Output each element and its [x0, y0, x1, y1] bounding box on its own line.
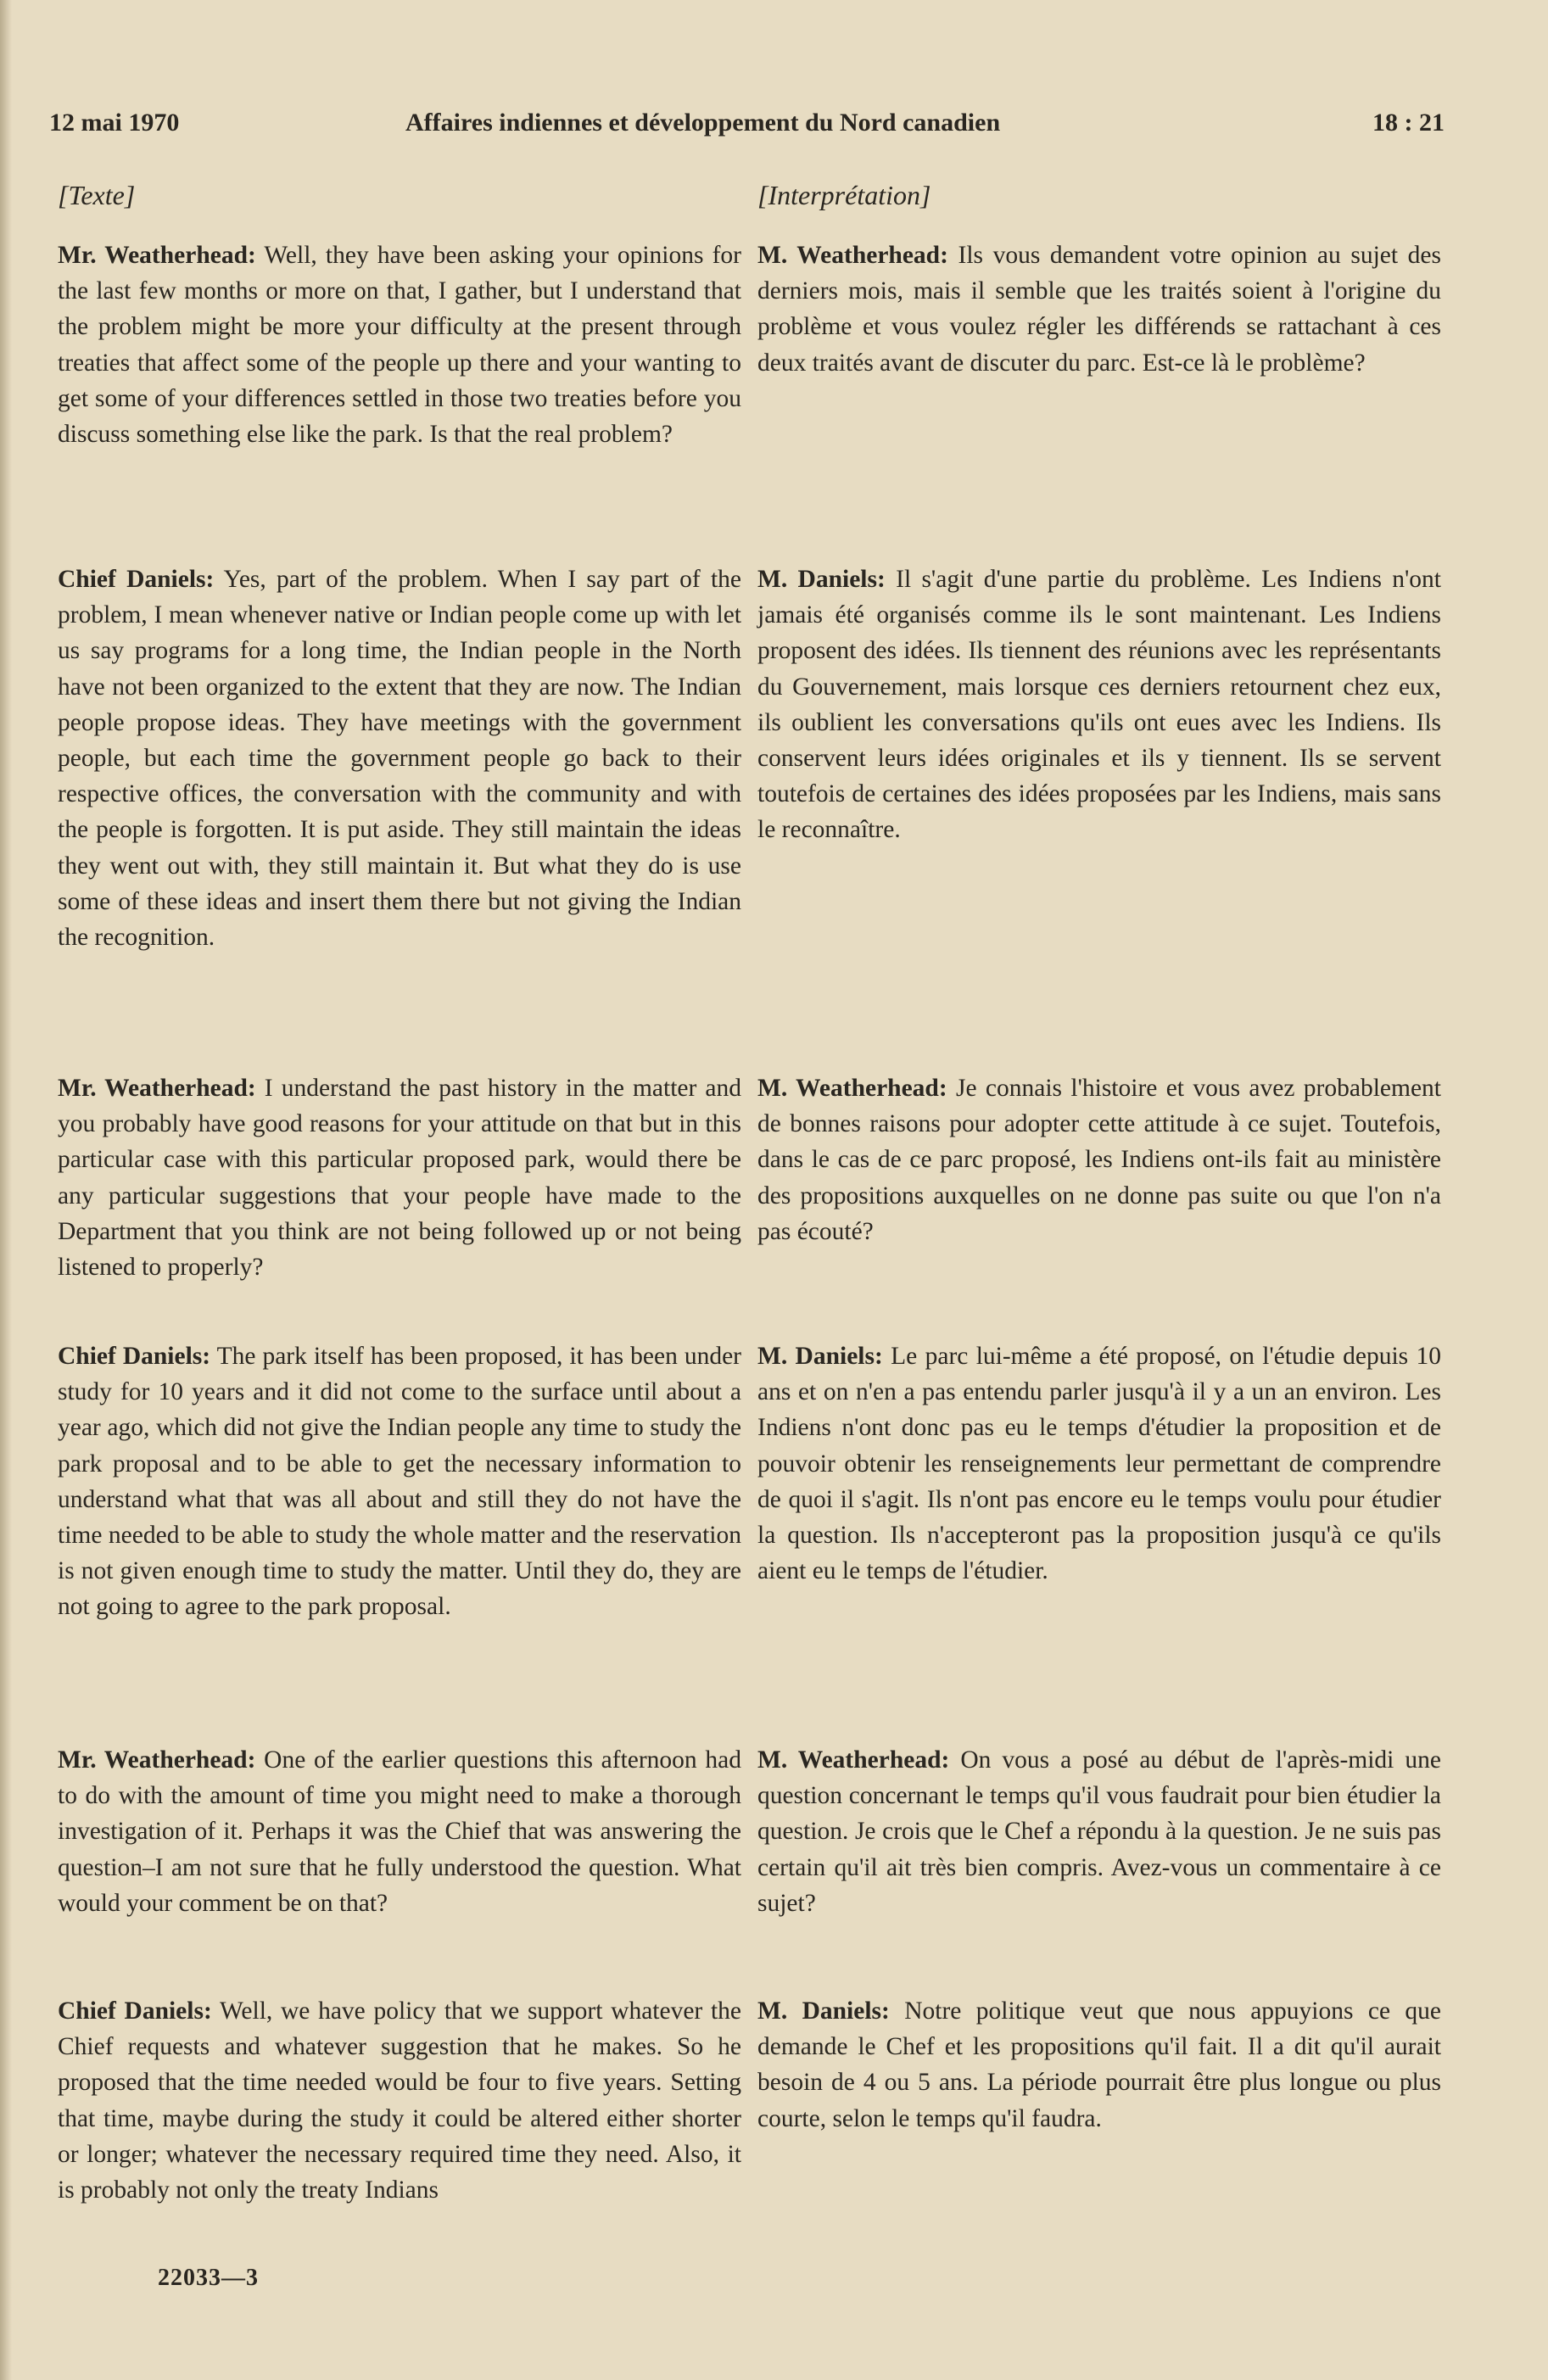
paragraph: [58, 1742, 741, 1921]
paragraph-text: Yes, part of the problem. When I say part of the problem, I mean whenever native or Indian people come up with let us say programs for a long time, the Indian people in the North have not been organized to the extent that they are now. The Indian people propose ideas. They have meetings with the government people, but each time the government people go back to their respective offices, the conversation with the community and with the people is forgotten. It is put aside. They still maintain the ideas they went out with, they still maintain it. But what they do is use some of these ideas and insert them there but not giving the Indian the recognition.: [58, 566, 741, 952]
paragraph-text: Je connais l'histoire et vous avez probablement de bonnes raisons pour adopter cette attitude à ce sujet. Toutefois, dans le cas de ce parc proposé, les Indiens ont-ils fait au ministère des propositions auxquelles on ne donne pas suite ou que l'on n'a pas écouté?: [757, 1075, 1441, 1245]
paragraph-text: The park itself has been proposed, it has been under study for 10 years and it did not come to the surface until about a year ago, which did not give the Indian people any time to study the park proposal and to be able to get the necessary information to understand what that was all about and still they do not have the time needed to be able to study the whole matter and the reservation is not given enough time to study the matter. Until they do, they are not going to agree to the park proposal.: [58, 1343, 742, 1621]
english-text-column: [58, 178, 742, 2204]
paragraph: [58, 1338, 741, 1625]
column-heading-interpretation: [Interprétation]: [757, 180, 931, 210]
speaker-name: Mr. Weatherhead:: [58, 1075, 256, 1102]
speaker-name: M. Weatherhead:: [757, 1746, 950, 1774]
running-header: [49, 109, 1445, 151]
paragraph-text: I understand the past history in the matter and you probably have good reasons for your attitude on that but in this particular case with this particular proposed park, would there be any particular suggestions that your people have made to the Department that you think are not being followed up or not being listened to properly?: [58, 1075, 741, 1282]
speaker-name: Mr. Weatherhead:: [58, 242, 256, 269]
paragraph: [757, 237, 1441, 381]
speaker-name: M. Daniels:: [757, 1997, 890, 2025]
paragraph-text: On vous a posé au début de l'après-midi une question concernant le temps qu'il vous faudrait pour bien étudier la question. Je crois que le Chef a répondu à la question. Je ne suis pas certain qu'il ait très bien compris. Avez-vous un commentaire à ce sujet?: [757, 1746, 1441, 1917]
speaker-name: Mr. Weatherhead:: [58, 1746, 256, 1774]
paragraph: [58, 237, 741, 452]
header-title: Affaires indiennes et développement du Nord canadien: [405, 109, 1001, 137]
header-date: 12 mai 1970: [49, 109, 180, 137]
speaker-name: Chief Daniels:: [58, 566, 215, 593]
header-page-number: 18 : 21: [1372, 109, 1445, 137]
speaker-name: M. Weatherhead:: [757, 242, 948, 269]
paragraph-text: Il s'agit d'une partie du problème. Les Indiens n'ont jamais été organisés comme ils le sont maintenant. Les Indiens proposent des idées. Ils tiennent des réunions avec les représentants du Gouvernement, mais lorsque ces derniers retournent chez eux, ils oublient les conversations qu'ils ont eues avec les Indiens. Ils conservent leurs idées originales et ils y tiennent. Ils se servent toutefois de certaines des idées proposées par les Indiens, mais sans le reconnaître.: [757, 566, 1442, 844]
paragraph-text: Well, we have policy that we support whatever the Chief requests and whatever suggestion that he makes. So he proposed that the time needed would be four to five years. Setting that time, maybe during the study it could be altered either shorter or longer; whatever the necessary required time they need. Also, it is probably not only the treaty Indians: [58, 1997, 742, 2204]
paragraph: [58, 1993, 741, 2208]
paragraph-text: Well, they have been asking your opinions for the last few months or more on that, I gather, but I understand that the problem might be more your difficulty at the present through treaties that affect some of the people up there and your wanting to get some of your differences settled in those two treaties before you discuss something else like the park. Is that the real problem?: [58, 242, 741, 449]
speaker-name: Chief Daniels:: [58, 1997, 212, 2025]
paragraph-text: Le parc lui-même a été proposé, on l'étudie depuis 10 ans et on n'en a pas entendu parler jusqu'à il y a un an environ. Les Indiens n'ont donc pas eu le temps d'étudier la proposition et de pouvoir obtenir les renseignements leur permettant de comprendre de quoi il s'agit. Ils n'ont pas encore eu le temps voulu pour étudier la question. Ils n'accepteront pas la proposition jusqu'à ce qu'ils aient eu le temps de l'étudier.: [757, 1343, 1441, 1585]
printer-signature-code: 22033—3: [158, 2265, 259, 2291]
paragraph: [757, 1742, 1441, 1921]
paragraph: [58, 561, 741, 955]
speaker-name: Chief Daniels:: [58, 1343, 211, 1370]
speaker-name: M. Daniels:: [757, 1343, 883, 1370]
paragraph: [757, 1070, 1441, 1249]
paragraph-text: One of the earlier questions this afternoon had to do with the amount of time you might need to make a thorough investigation of it. Perhaps it was the Chief that was answering the question–I am not sure that he fully understood the question. What would your comment be on that?: [58, 1746, 742, 1917]
paragraph: [757, 1338, 1441, 1589]
french-interpretation-column: [757, 178, 1442, 2132]
page-edge: [0, 0, 12, 2380]
column-heading-texte: [Texte]: [58, 180, 136, 210]
paragraph: [757, 1993, 1441, 2137]
speaker-name: M. Weatherhead:: [757, 1075, 947, 1102]
paragraph: [58, 1070, 741, 1285]
paragraph-text: Notre politique veut que nous appuyions ce que demande le Chef et les propositions qu'il fait. Il a dit qu'il aurait besoin de 4 ou 5 ans. La période pourrait être plus longue ou plus courte, selon le temps qu'il faudra.: [757, 1997, 1441, 2132]
paragraph-text: Ils vous demandent votre opinion au sujet des derniers mois, mais il semble que les traités soient à l'origine du problème et vous voulez régler les différends se rattachant à ces deux traités avant de discuter du parc. Est-ce là le problème?: [757, 242, 1441, 377]
speaker-name: M. Daniels:: [757, 566, 886, 593]
paragraph: [757, 561, 1441, 848]
